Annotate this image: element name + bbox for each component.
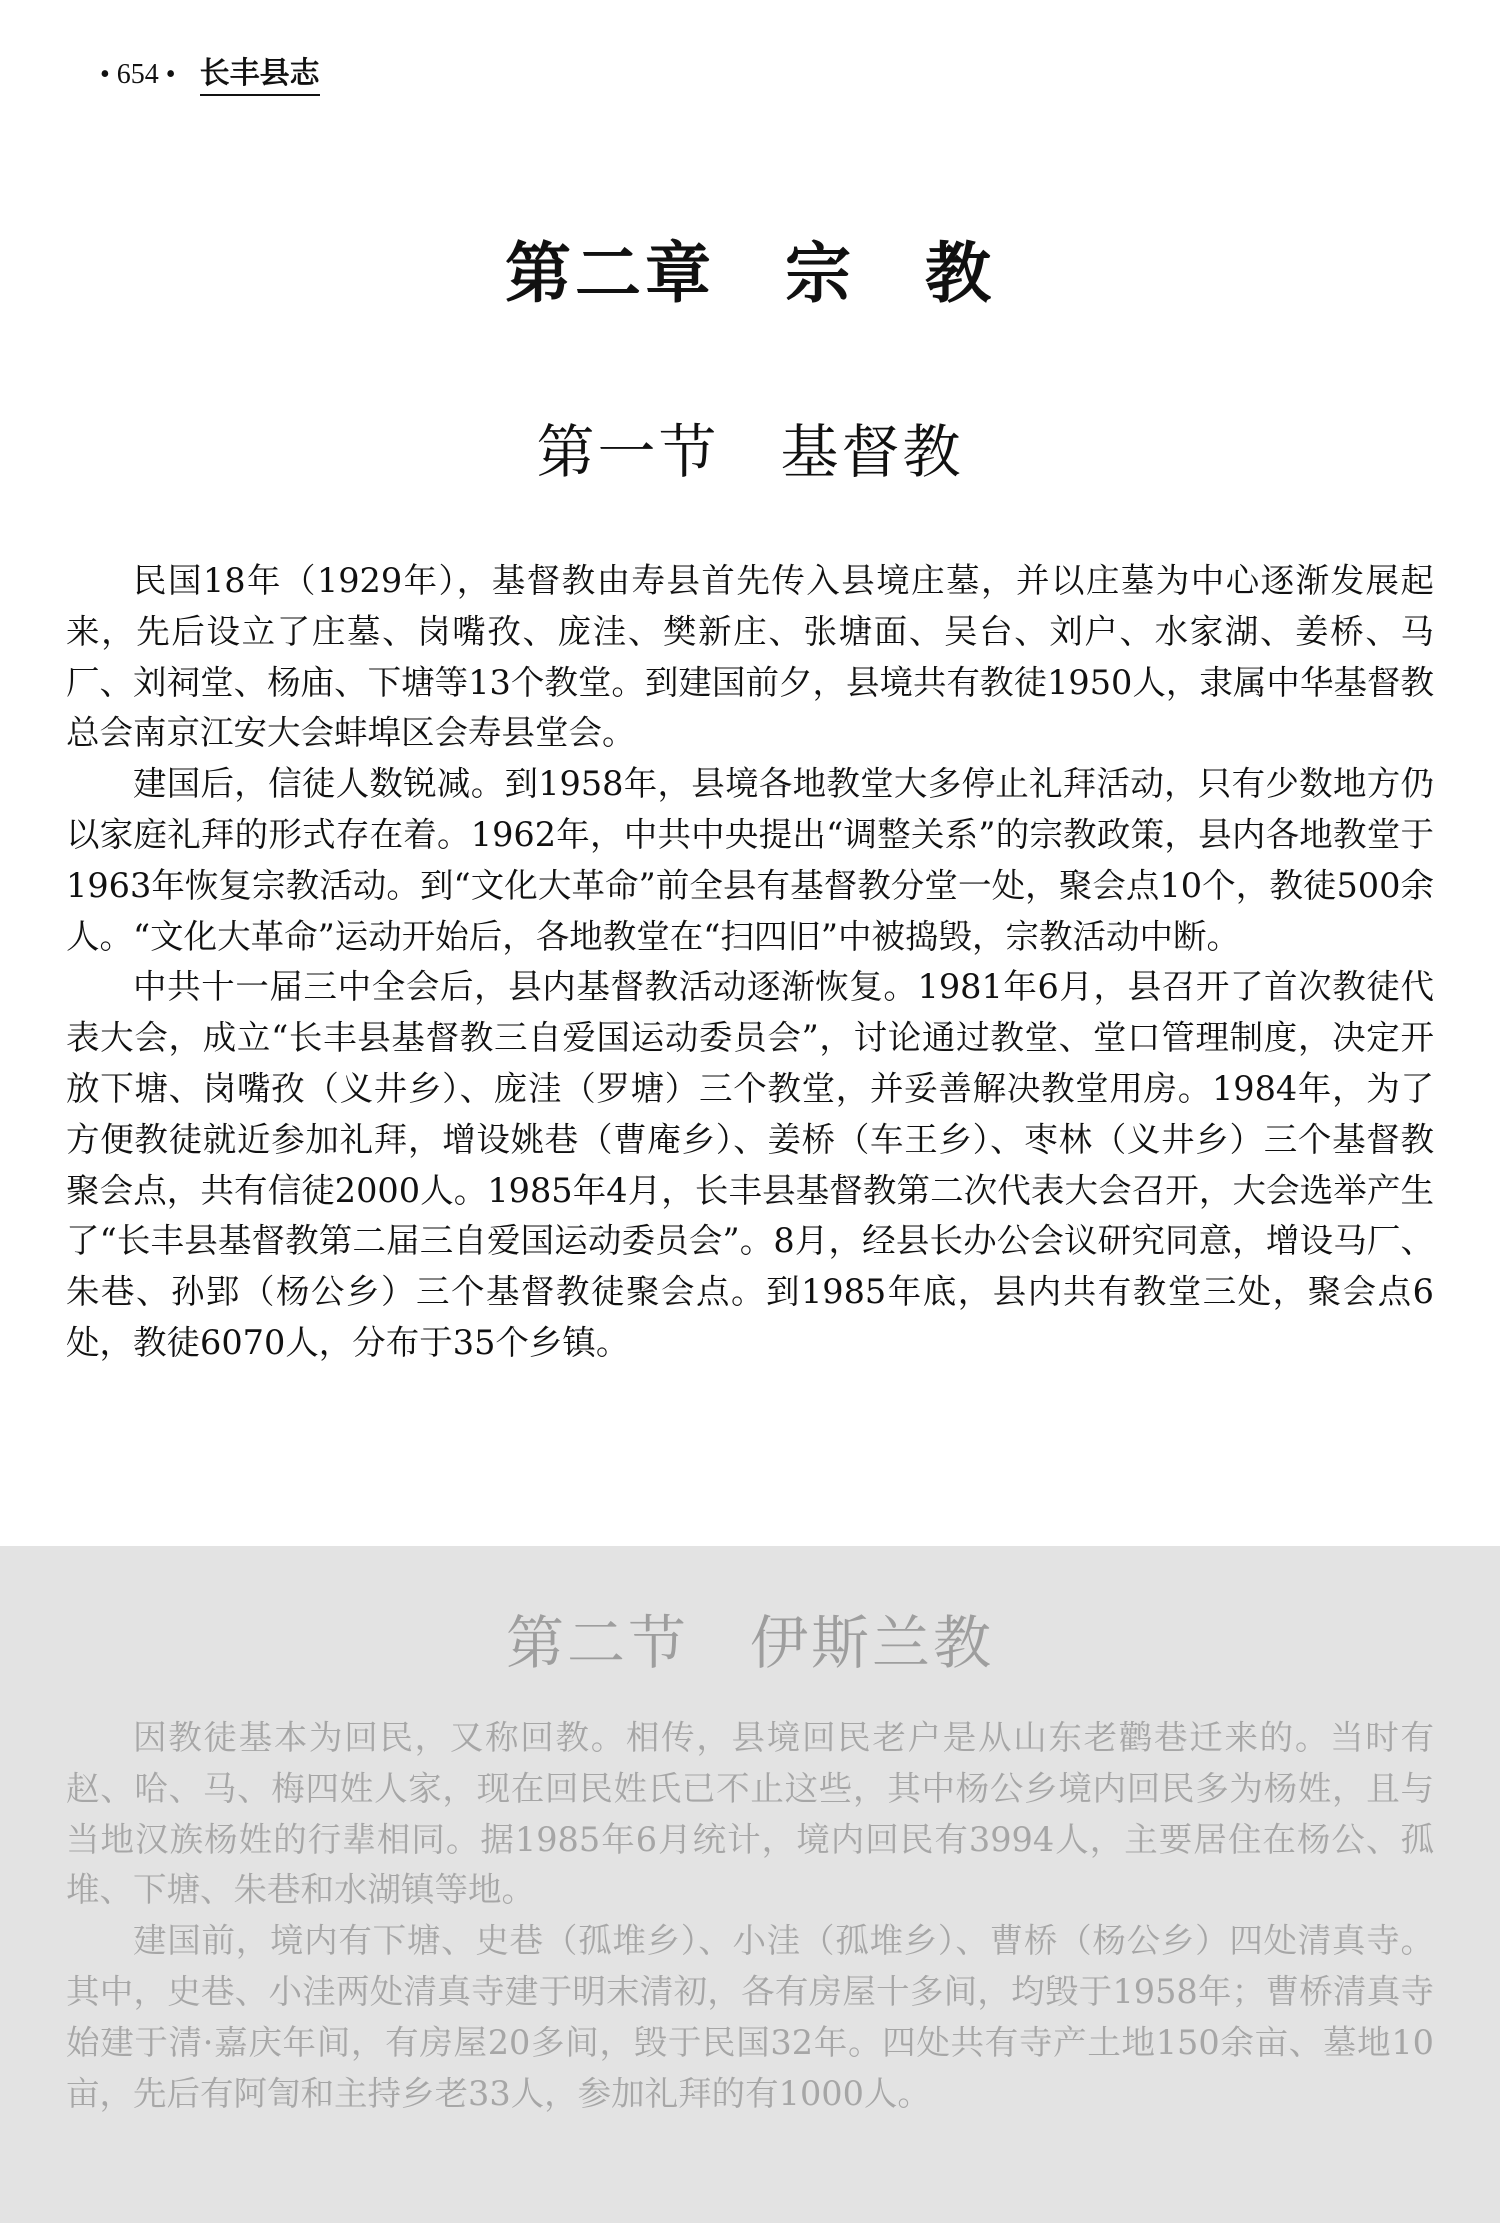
chapter-title: 第二章 宗 教 xyxy=(505,235,995,312)
paragraph: 因教徒基本为回民，又称回教。相传，县境回民老户是从山东老鹳巷迁来的。当时有赵、哈、马、梅四姓人家，现在回民姓氏已不止这些，其中杨公乡境内回民多为杨姓，且与当地汉族杨姓的行辈相同。据1985年6月统计，境内回民有3994人，主要居住在杨公、孤堆、下塘、朱巷和水湖镇等地。 xyxy=(66,1718,1434,1910)
page-number: • 654 • xyxy=(100,59,176,90)
section-title-christianity: 第一节 基督教 xyxy=(536,418,964,486)
paragraph: 建国后，信徒人数锐减。到1958年，县境各地教堂大多停止礼拜活动，只有少数地方仍以家庭礼拜的形式存在着。1962年，中共中央提出“调整关系”的宗教政策，县内各地教堂于1963年恢复宗教活动。到“文化大革命”前全县有基督教分堂一处，聚会点10个，教徒500余人。“文化大革命”运动开始后，各地教堂在“扫四旧”中被捣毁，宗教活动中断。 xyxy=(66,764,1434,956)
paragraph: 中共十一届三中全会后，县内基督教活动逐渐恢复。1981年6月，县召开了首次教徒代表大会，成立“长丰县基督教三自爱国运动委员会”，讨论通过教堂、堂口管理制度，决定开放下塘、岗嘴孜（义井乡）、庞洼（罗塘）三个教堂，并妥善解决教堂用房。1984年，为了方便教徒就近参加礼拜，增设姚巷（曹庵乡）、姜桥（车王乡）、枣林（义井乡）三个基督教聚会点，共有信徒2000人。1985年4月，长丰县基督教第二次代表大会召开，大会选举产生了“长丰县基督教第二届三自爱国运动委员会”。8月，经县长办公会议研究同意，增设马厂、朱巷、孙郢（杨公乡）三个基督教徒聚会点。到1985年底，县内共有教堂三处，聚会点6处，教徒6070人，分布于35个乡镇。 xyxy=(66,967,1434,1362)
paragraph: 建国前，境内有下塘、史巷（孤堆乡）、小洼（孤堆乡）、曹桥（杨公乡）四处清真寺。其中，史巷、小洼两处清真寺建于明末清初，各有房屋十多间，均毁于1958年；曹桥清真寺始建于清·嘉庆年间，有房屋20多间，毁于民国32年。四处共有寺产土地150余亩、墓地10亩，先后有阿訇和主持乡老33人，参加礼拜的有1000人。 xyxy=(66,1921,1434,2113)
section-body-islam xyxy=(66,1713,1434,2119)
section-body-christianity xyxy=(66,556,1434,1369)
page-header xyxy=(100,48,320,96)
book-title: 长丰县志 xyxy=(200,48,320,96)
paragraph: 民国18年（1929年），基督教由寿县首先传入县境庄墓，并以庄墓为中心逐渐发展起来，先后设立了庄墓、岗嘴孜、庞洼、樊新庄、张塘面、吴台、刘户、水家湖、姜桥、马厂、刘祠堂、杨庙、下塘等13个教堂。到建国前夕，县境共有教徒1950人，隶属中华基督教总会南京江安大会蚌埠区会寿县堂会。 xyxy=(66,561,1434,753)
faded-section-islam xyxy=(0,1546,1500,2223)
section-title-islam: 第二节 伊斯兰教 xyxy=(505,1609,994,1677)
